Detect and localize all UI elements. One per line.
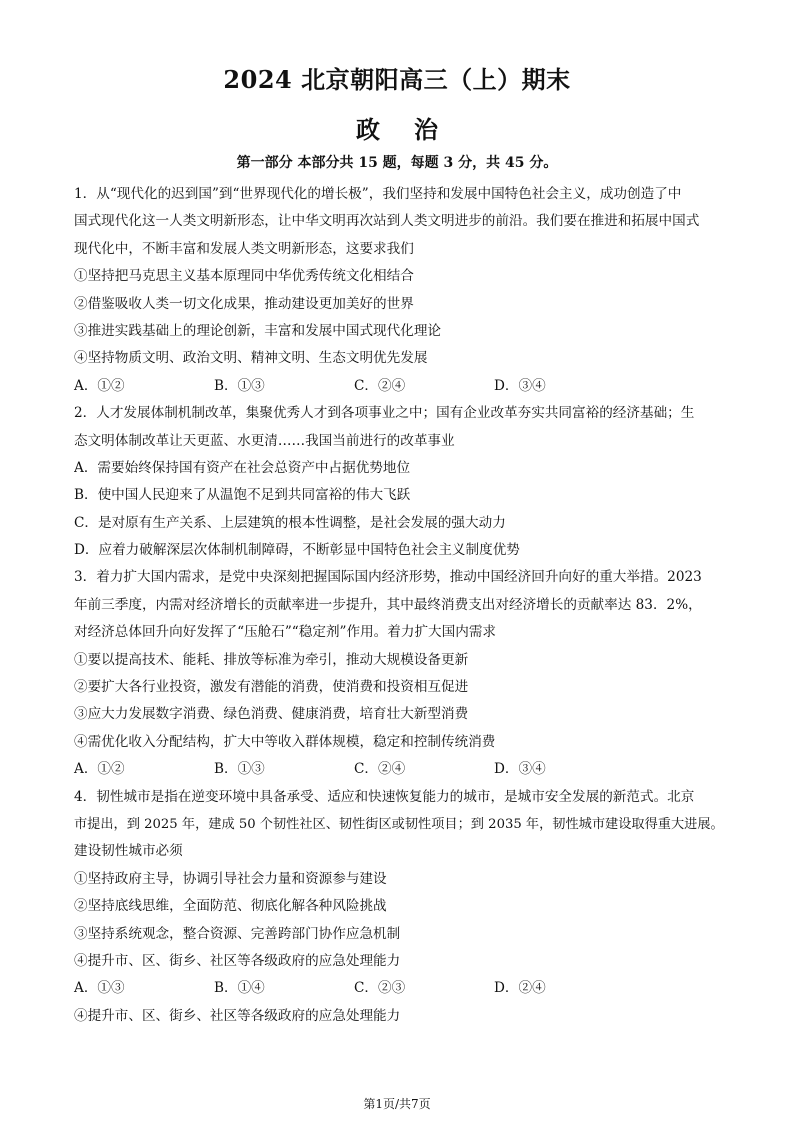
question-text-line: 1．从“现代化的迟到国”到“世界现代化的增长极”，我们坚持和发展中国特色社会主义，成功创造了中	[74, 186, 682, 202]
question-text-line: 年前三季度，内需对经济增长的贡献率进一步提升，其中最终消费支出对经济增长的贡献率达 83．2%，	[74, 596, 702, 613]
statement-line: ①坚持政府主导，协调引导社会力量和资源参与建设	[74, 870, 387, 887]
question-text-line: 市提出，到 2025 年，建成 50 个韧性社区、韧性街区或韧性项目；到 2035 年，韧性城市建设取得重大进展。	[74, 816, 724, 832]
question-3	[74, 564, 724, 783]
question-text-line: 2．人才发展体制机制改革，集聚优秀人才到各项事业之中；国有企业改革夯实共同富裕的经济基础；生	[74, 405, 695, 422]
statement-line: ③推进实践基础上的理论创新，丰富和发展中国式现代化理论	[74, 322, 442, 339]
statement-line: ④提升市、区、街乡、社区等各级政府的应急处理能力	[74, 1007, 401, 1024]
option-b: B．①③	[214, 377, 265, 394]
question-text-line: 态文明体制改革让天更蓝、水更清……我国当前进行的改革事业	[74, 432, 455, 449]
option-a: A．①②	[74, 761, 125, 778]
option-b: B．①③	[214, 761, 265, 778]
statement-line: ①要以提高技术、能耗、排放等标准为牵引，推动大规模设备更新	[74, 651, 469, 668]
option-d: D．③④	[494, 761, 546, 778]
statement-line: ③应大力发展数字消费、绿色消费、健康消费，培育壮大新型消费	[74, 706, 469, 723]
statement-line: ①坚持把马克思主义基本原理同中华优秀传统文化相结合	[74, 268, 414, 285]
question-2	[74, 400, 724, 564]
statement-line: ④需优化收入分配结构，扩大中等收入群体规模，稳定和控制传统消费	[74, 733, 496, 750]
option-line: D．应着力破解深层次体制机制障碍，不断彰显中国特色社会主义制度优势	[74, 542, 520, 559]
option-line: A．需要始终保持国有资产在社会总资产中占据优势地位	[74, 459, 411, 476]
answer-options	[74, 373, 724, 400]
option-d: D．②④	[494, 980, 546, 997]
subject-title: 政治	[356, 115, 472, 144]
answer-options	[74, 756, 724, 783]
exam-title: 2024 北京朝阳高三（上）期末	[223, 65, 571, 94]
section-heading: 第一部分 本部分共 15 题，每题 3 分，共 45 分。	[236, 155, 558, 171]
question-text-line: 现代化中，不断丰富和发展人类文明新形态，这要求我们	[74, 240, 414, 257]
option-c: C．②③	[354, 980, 406, 997]
question-text-line: 对经济总体回升向好发挥了“压舱石”“稳定剂”作用。着力扩大国内需求	[74, 624, 497, 641]
answer-options	[74, 975, 724, 1002]
question-text-line: 4．韧性城市是指在逆变环境中具备承受、适应和快速恢复能力的城市，是城市安全发展的新范式。北京	[74, 788, 695, 805]
option-c: C．②④	[354, 761, 406, 778]
statement-line: ②要扩大各行业投资，激发有潜能的消费，使消费和投资相互促进	[74, 679, 469, 696]
page-number: 第1页/共7页	[363, 1097, 431, 1111]
statement-line: ④提升市、区、街乡、社区等各级政府的应急处理能力	[74, 952, 401, 969]
option-a: A．①③	[74, 980, 125, 997]
option-b: B．①④	[214, 980, 265, 997]
question-text-line: 建设韧性城市必须	[74, 843, 183, 860]
option-a: A．①②	[74, 377, 125, 394]
option-c: C．②④	[354, 377, 406, 394]
option-line: B．使中国人民迎来了从温饱不足到共同富裕的伟大飞跃	[74, 487, 411, 504]
option-line: C．是对原有生产关系、上层建筑的根本性调整，是社会发展的强大动力	[74, 514, 506, 531]
question-body	[74, 181, 724, 1030]
statement-line: ②坚持底线思维，全面防范、彻底化解各种风险挑战	[74, 898, 387, 915]
question-text-line: 3．着力扩大国内需求，是党中央深刻把握国际国内经济形势，推动中国经济回升向好的重大举措。2023	[74, 569, 702, 586]
statement-line: ②借鉴吸收人类一切文化成果，推动建设更加美好的世界	[74, 295, 414, 312]
question-text-line: 国式现代化这一人类文明新形态，让中华文明再次站到人类文明进步的前沿。我们要在推进和拓展中国式	[74, 213, 700, 230]
option-d: D．③④	[494, 377, 546, 394]
statement-line: ③坚持系统观念，整合资源、完善跨部门协作应急机制	[74, 925, 401, 942]
question-4	[74, 784, 724, 1031]
statement-line: ④坚持物质文明、政治文明、精神文明、生态文明优先发展	[74, 350, 428, 367]
question-1	[74, 181, 724, 400]
